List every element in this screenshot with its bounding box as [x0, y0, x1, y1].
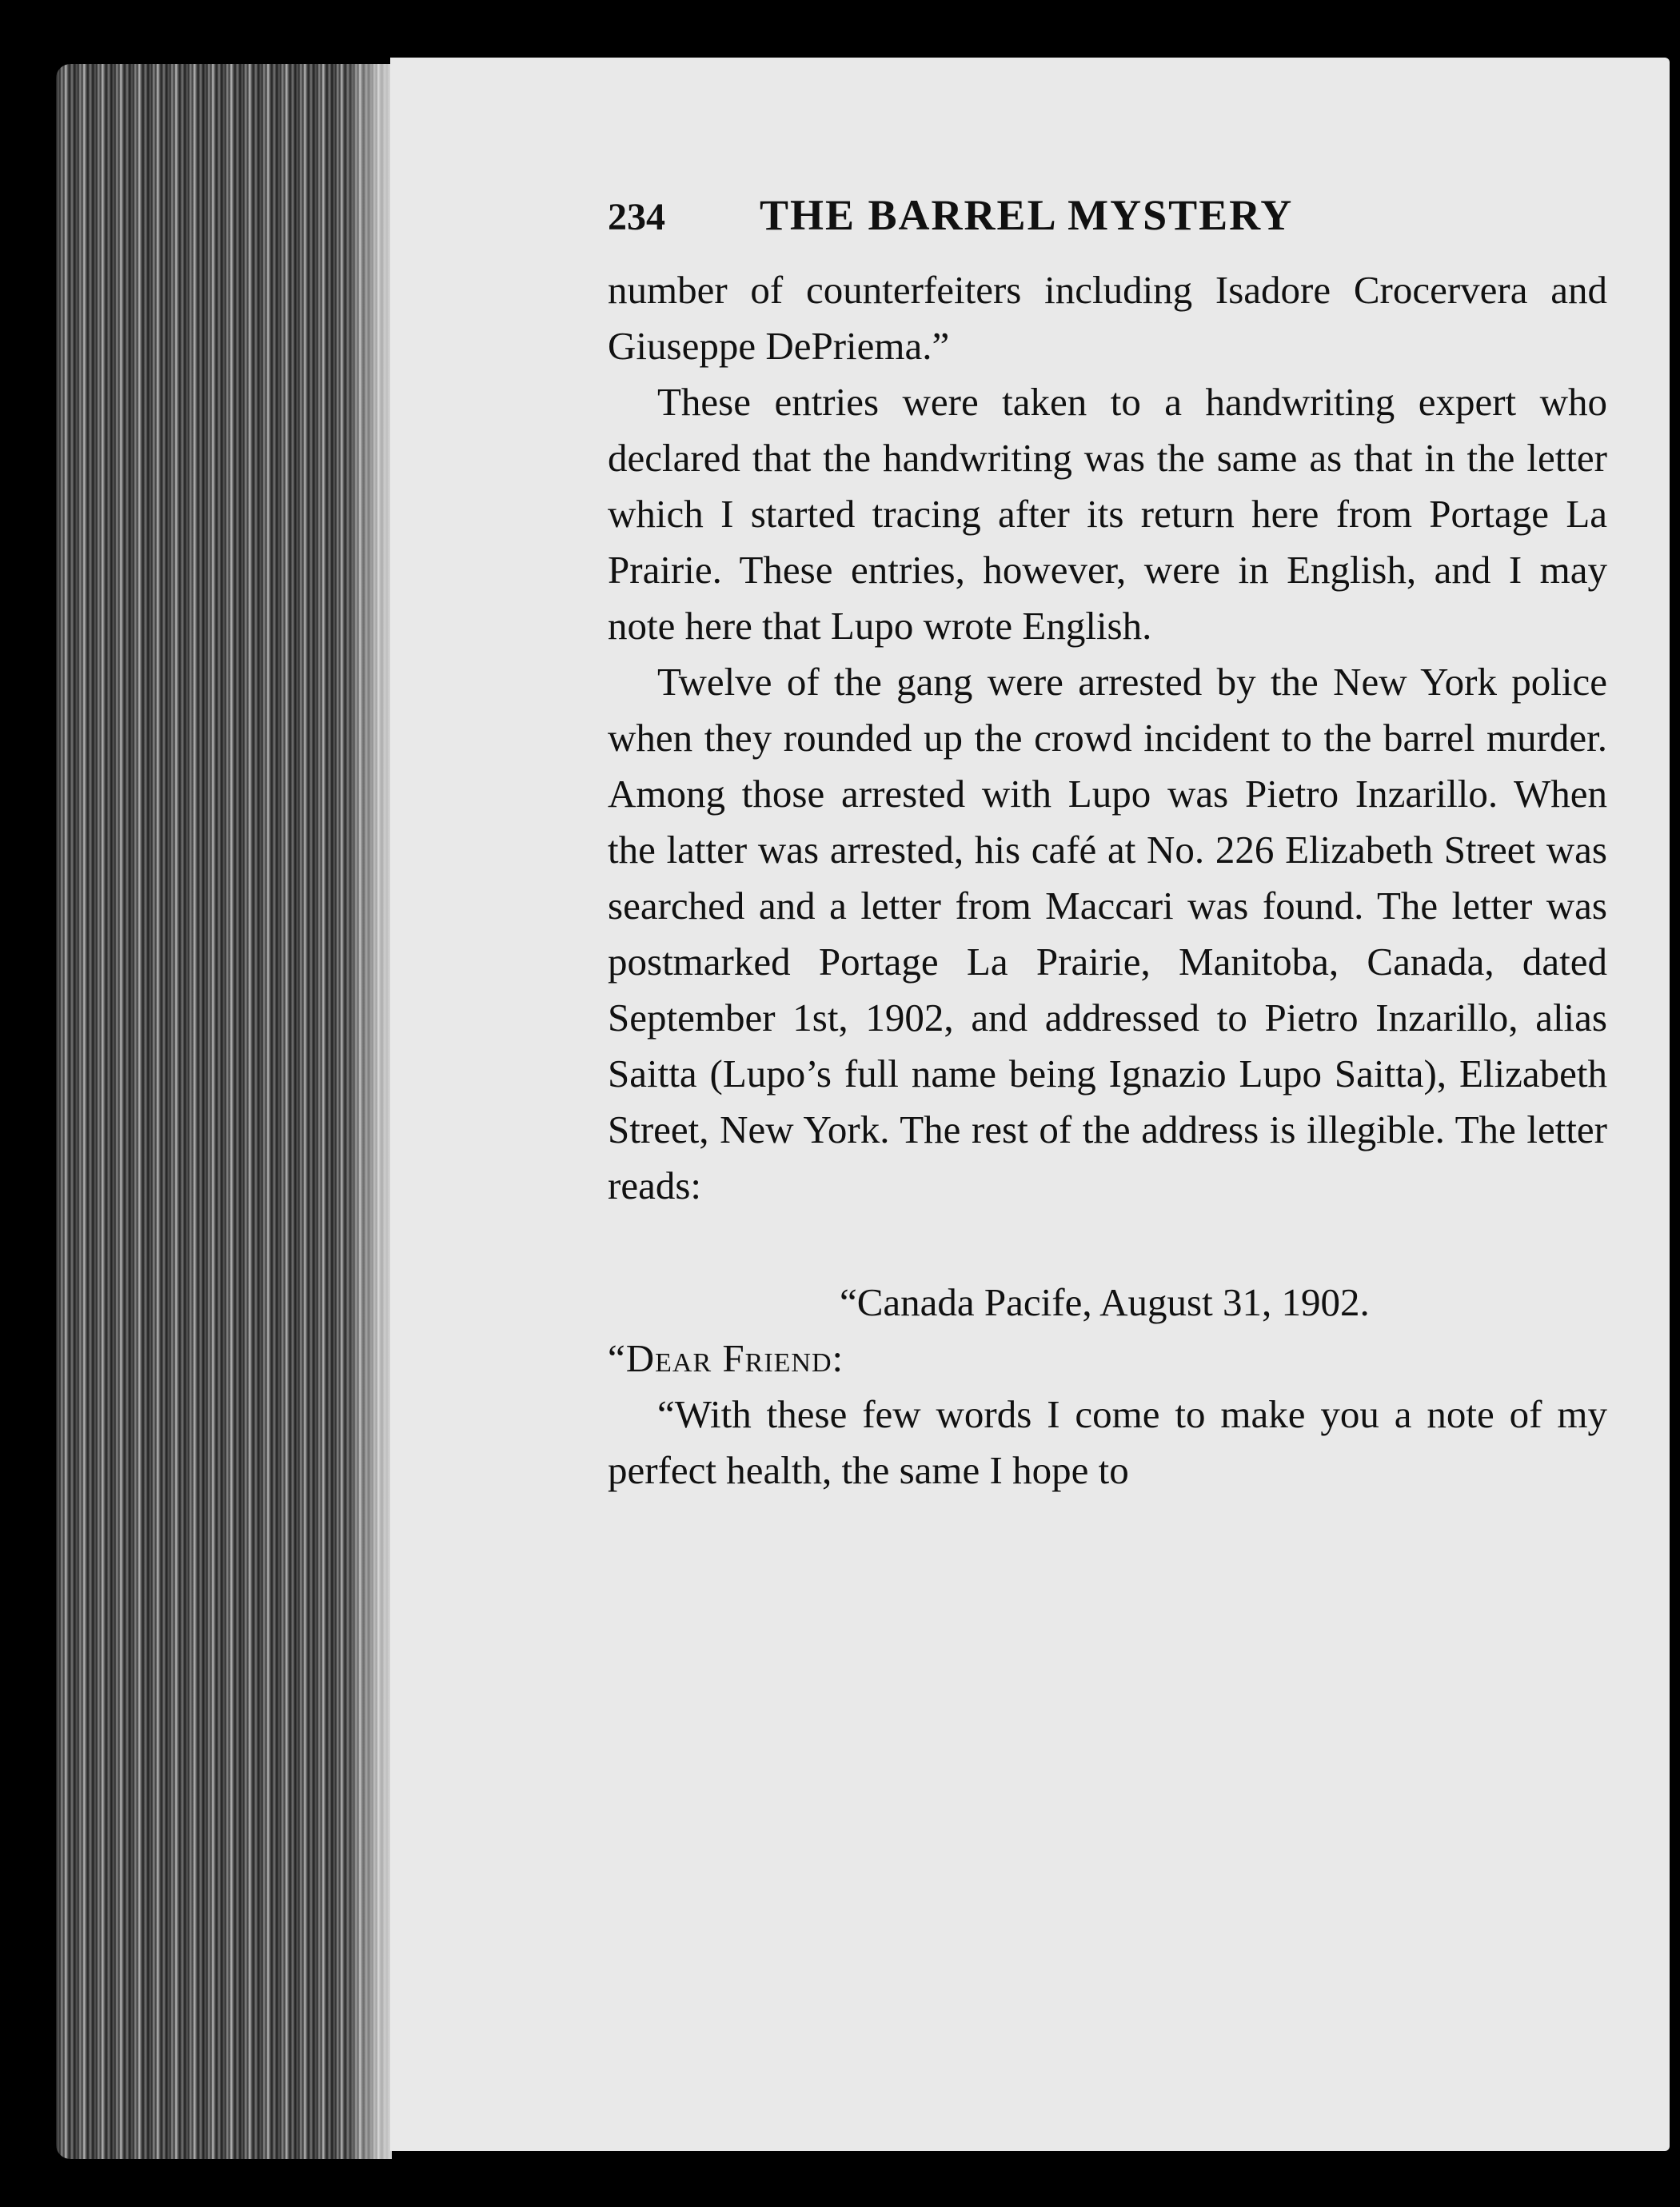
page-number: 234 [608, 196, 665, 238]
letter-salutation: “Dear Friend: [608, 1336, 844, 1380]
running-head [608, 190, 1607, 262]
paragraph-handwriting-expert: These entries were taken to a handwriting expert who declared that the handwriting was the same as that in the letter which I started tracing after its return here from Portage La Prairie. These entries, however, were in English, and I may note here that Lupo wrote English. [608, 380, 1607, 648]
paragraph-arrests: Twelve of the gang were arrested by the New York police when they rounded up the crowd incident to the barrel murder. Among those arrested with Lupo was Pietro Inzarillo. When the latter was arrested, his café at No. 226 Elizabeth Street was searched and a letter from Maccari was found. The letter was postmarked Portage La Prairie, Manitoba, Canada, dated September 1st, 1902, and addressed to Pietro Inzarillo, alias Saitta (Lupo’s full name being Ignazio Lupo Saitta), Elizabeth Street, New York. The rest of the address is illegible. The letter reads: [608, 660, 1607, 1207]
text-block [608, 190, 1607, 1499]
letter-opening: “With these few words I come to make you a note of my perfect health, the same I hope to [608, 1392, 1607, 1492]
book-title: THE BARREL MYSTERY [760, 191, 1294, 239]
page-fore-edge [56, 64, 392, 2159]
letter-dateline: “Canada Pacife, August 31, 1902. [840, 1280, 1370, 1324]
paragraph-continuation: number of counterfeiters including Isadore Crocervera and Giuseppe DePriema.” [608, 268, 1607, 368]
